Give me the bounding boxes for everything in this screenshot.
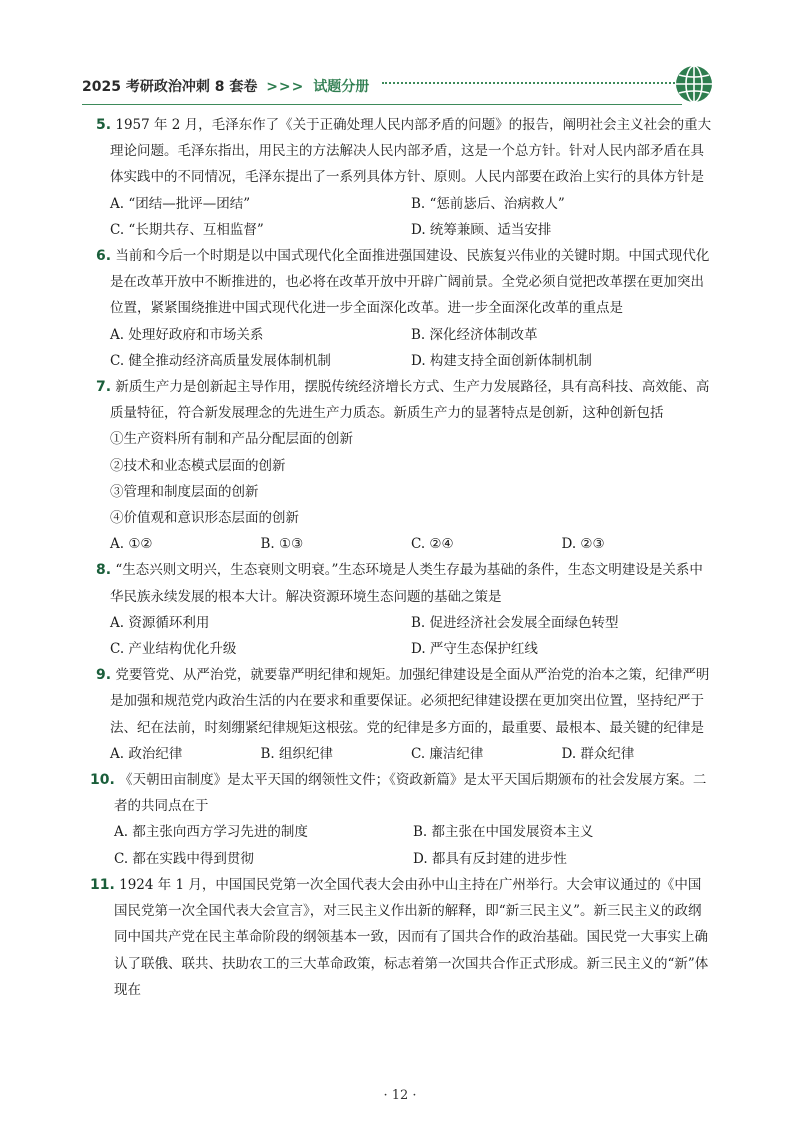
option-b: B. 深化经济体制改革	[411, 326, 538, 343]
option-a: A. 都主张向西方学习先进的制度	[114, 824, 308, 841]
question-stem: 《天朝田亩制度》是太平天国的纲领性文件；《资政新篇》是太平天国后期颁布的社会发展方案。二者的共同点在于	[114, 772, 707, 815]
option-a: A. 政治纪律	[110, 745, 183, 762]
option-b: B. 促进经济社会发展全面绿色转型	[411, 614, 619, 631]
header-title	[82, 76, 369, 96]
question-stem: 1957 年 2 月，毛泽东作了《关于正确处理人民内部矛盾的问题》的报告，阐明社会主义社会的重大理论问题。毛泽东指出，用民主的方法解决人民内部矛盾，这是一个总方针。针对人民内部矛盾在具体实践中的不同情况，毛泽东提出了一系列具体方针、原则。人民内部要在政治上实行的具体方针是	[110, 117, 712, 186]
question-number: 9.	[96, 667, 112, 684]
question-8	[96, 557, 712, 662]
question-number: 8.	[96, 562, 112, 579]
statement-2: ②技术和业态模式层面的创新	[110, 457, 286, 474]
page-number: · 12 ·	[383, 1088, 417, 1103]
header-arrows: >>>	[266, 79, 305, 95]
option-d: D. 都具有反封建的进步性	[413, 850, 567, 867]
option-c: C. 廉洁纪律	[411, 745, 484, 762]
question-5	[96, 112, 712, 243]
option-d: D. 统筹兼顾、适当安排	[411, 221, 552, 238]
options	[96, 322, 712, 374]
option-c: C. “长期共存、互相监督”	[110, 221, 264, 238]
option-b: B. “惩前毖后、治病救人”	[411, 195, 565, 212]
question-9	[96, 662, 712, 767]
option-c: C. ②④	[411, 536, 454, 553]
question-stem: 党要管党、从严治党，就要靠严明纪律和规矩。加强纪律建设是全面从严治党的治本之策，纪律严明是加强和规范党内政治生活的内在要求和重要保证。必须把纪律建设摆在更加突出位置，坚持纪严于法、纪在法前，时刻绷紧纪律规矩这根弦。党的纪律是多方面的，最重要、最根本、最关键的纪律是	[110, 667, 710, 736]
question-stem: 新质生产力是创新起主导作用，摆脱传统经济增长方式、生产力发展路径，具有高科技、高效能、高质量特征，符合新发展理念的先进生产力质态。新质生产力的显著特点是创新，这种创新包括	[110, 379, 710, 422]
options	[96, 191, 712, 243]
question-7	[96, 374, 712, 557]
question-number: 7.	[96, 379, 112, 396]
question-11	[90, 872, 712, 1003]
option-d: D. 严守生态保护红线	[411, 641, 538, 658]
section-title: 试题分册	[313, 79, 370, 95]
option-c: C. 产业结构优化升级	[110, 641, 237, 658]
option-a: A. “团结—批评—团结”	[110, 195, 251, 212]
statement-4: ④价值观和意识形态层面的创新	[110, 510, 299, 527]
options	[96, 819, 712, 871]
question-list	[90, 112, 712, 1003]
option-d: D. 构建支持全面创新体制机制	[411, 352, 592, 369]
option-a: A. ①②	[110, 536, 153, 553]
question-6	[96, 243, 712, 374]
page-header	[82, 64, 722, 108]
statement-3: ③管理和制度层面的创新	[110, 483, 259, 500]
question-number: 10.	[90, 772, 115, 789]
question-10	[90, 767, 712, 872]
book-title: 2025 考研政治冲刺 8 套卷	[82, 79, 258, 95]
option-b: B. 组织纪律	[260, 745, 334, 762]
question-number: 6.	[96, 248, 112, 265]
option-d: D. ②③	[561, 536, 605, 553]
option-b: B. ①③	[260, 536, 304, 553]
options	[96, 610, 712, 662]
option-b: B. 都主张在中国发展资本主义	[413, 824, 594, 841]
question-number: 5.	[96, 117, 112, 133]
option-a: A. 处理好政府和市场关系	[110, 326, 264, 343]
options	[96, 531, 712, 557]
options	[96, 741, 712, 767]
option-a: A. 资源循环利用	[110, 614, 210, 631]
header-dotted-line	[382, 82, 682, 84]
option-c: C. 都在实践中得到贯彻	[114, 850, 254, 867]
option-d: D. 群众纪律	[561, 745, 635, 762]
question-stem: “生态兴则文明兴，生态衰则文明衰。”生态环境是人类生存最为基础的条件，生态文明建设是关系中华民族永续发展的根本大计。解决资源环境生态问题的基础之策是	[110, 562, 703, 605]
globe-logo-icon	[674, 64, 714, 104]
question-stem: 当前和今后一个时期是以中国式现代化全面推进强国建设、民族复兴伟业的关键时期。中国式现代化是在改革开放中不断推进的，也必将在改革开放中开辟广阔前景。全党必须自觉把改革摆在更加突出位置，紧紧围绕推进中国式现代化进一步全面深化改革。进一步全面深化改革的重点是	[110, 248, 710, 317]
header-rule	[82, 104, 682, 105]
option-c: C. 健全推动经济高质量发展体制机制	[110, 352, 331, 369]
question-number: 11.	[90, 876, 115, 893]
statement-1: ①生产资料所有制和产品分配层面的创新	[110, 431, 353, 448]
question-stem: 1924 年 1 月，中国国民党第一次全国代表大会由孙中山主持在广州举行。大会审议通过的《中国国民党第一次全国代表大会宣言》，对三民主义作出新的解释，即“新三民主义”。新三民主义的政纲同中国共产党在民主革命阶段的纲领基本一致，因而有了国共合作的政治基础。国民党一大事实上确认了联俄、联共、扶助农工的三大革命政策，标志着第一次国共合作正式形成。新三民主义的“新”体现在	[114, 876, 709, 998]
